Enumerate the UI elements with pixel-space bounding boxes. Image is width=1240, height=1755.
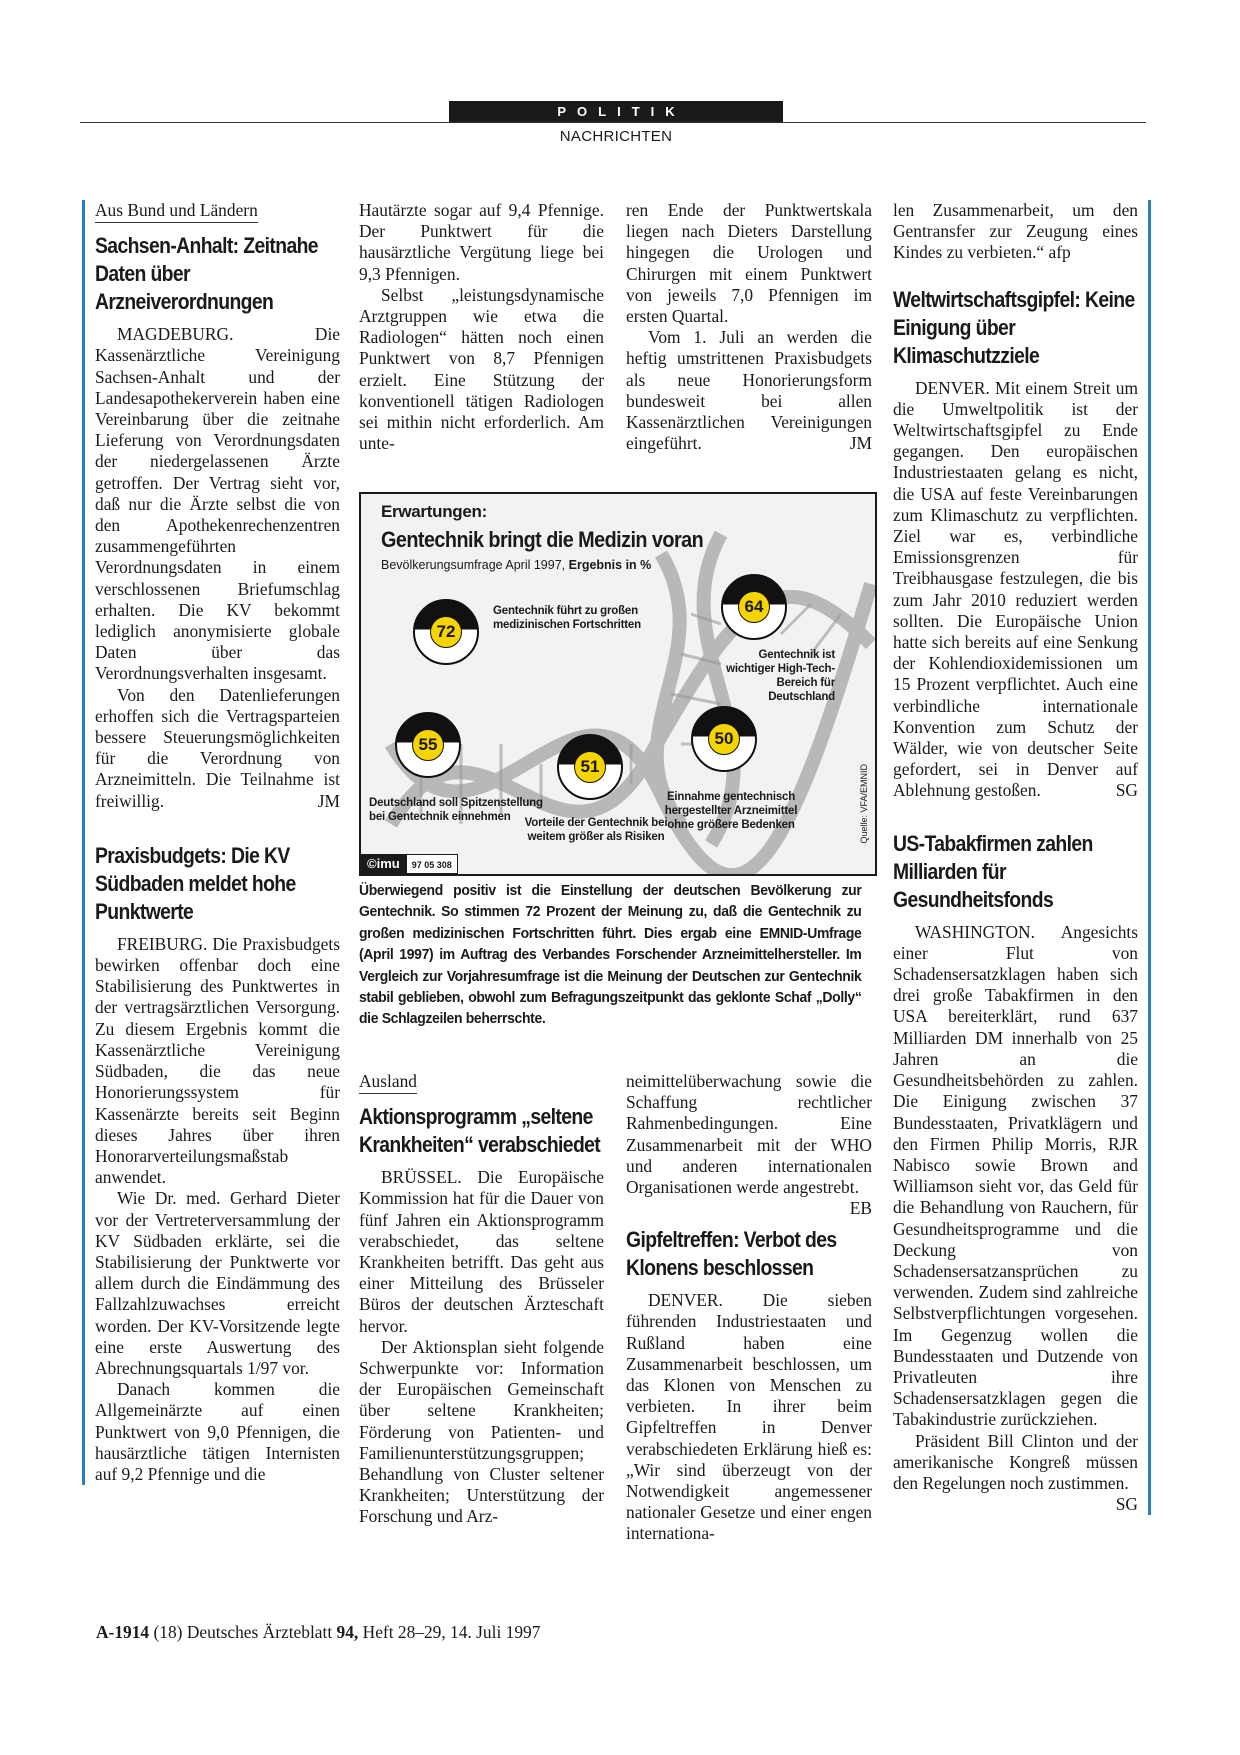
rubric-ausland: Ausland xyxy=(359,1071,417,1094)
article-paragraph: neimittelüberwachung sowie die Schaffung rechtlicher Rahmenbedingungen. Eine Zusammenarbeit mit der WHO und anderen internationalen Organisationen werde angestrebt. EB xyxy=(626,1071,872,1219)
journal-volume: 94, xyxy=(336,1622,359,1642)
graphic-code: 97 05 308 xyxy=(406,854,458,874)
page-footer xyxy=(96,1622,540,1643)
article-paragraph: Der Aktionsplan sieht folgende Schwerpunkte vor: Information der Europäischen Gemeinschaft über seltene Krankheiten; Förderung von Patienten- und Familienunterstützungsgruppen; Behandlung von Cluster seltener Krankheiten; Unterstützung der Forschung und Arz- xyxy=(359,1336,604,1527)
article-paragraph: DENVER. Die sieben führenden Industriestaaten und Rußland haben eine Zusammenarbeit beschlossen, um das Klonen von Menschen zu verbieten. In ihrer beim Gipfeltreffen in Denver verabschiedeten Erklärung hieß es: „Wir sind überzeugt von der Notwendigkeit angemessener nationaler Gesetze und einer engen internationa- xyxy=(626,1290,872,1544)
article-paragraph: MAGDEBURG. Die Kassenärztliche Vereinigung Sachsen-Anhalt und der Landesapothekerverein haben eine Vereinbarung über die zeitnahe Lieferung von Verordnungsdaten der niedergelassenen Ärzte getroffen. Der Vertrag sieht vor, daß nur die Ärzte selbst die von den Apothekenrechenzentren zusammengeführten Verordnungsdaten in einem verschlossenen Briefumschlag erhalten. Die KV bekommt lediglich anonymisierte globale Daten über das Verordnungsverhalten insgesamt. xyxy=(95,324,340,684)
author-signature: SG xyxy=(1115,1494,1138,1515)
column-2-bottom xyxy=(359,1071,604,1528)
result-value: 55 xyxy=(412,729,444,761)
author-signature: EB xyxy=(849,1198,872,1219)
result-value: 64 xyxy=(738,591,770,623)
column-3-bottom xyxy=(626,1071,872,1545)
headline-gipfeltreffen: Gipfeltreffen: Verbot des Klonens beschlossen xyxy=(626,1227,837,1281)
article-paragraph: WASHINGTON. Angesichts einer Flut von Schadensersatzklagen haben sich drei große Tabakfirmen in den USA bereiterklärt, rund 637 Milliarden DM innerhalb von 25 Jahren an die Gesundheitsbehörden zu zahlen. Die Einigung zwischen 37 Bundesstaaten, Privatklägern und den Firmen Philip Morris, RJR Nabisco sowie Brown and Williamson sieht vor, das Geld für die Behandlung von Rauchern, für Gesundheitsprogramme und die Deckung von Schadensersatzansprüchen zu verwenden. Zudem sind zahlreiche Selbstverpflichtungen vorgesehen. Im Gegenzug wollen die Bundesstaaten und Dutzende von Privatleuten ihre Schadensersatzklagen gegen die Tabakindustrie zurückziehen. xyxy=(893,921,1138,1430)
result-label: Einnahme gentechnisch hergestellter Arzneimittel ohne größere Bedenken xyxy=(664,791,798,831)
subsection-title: NACHRICHTEN xyxy=(559,128,673,145)
column-3-top xyxy=(626,200,872,454)
graphic-copyright xyxy=(361,854,458,874)
article-paragraph: Hautärzte sogar auf 9,4 Pfennige. Der Punktwert für die hausärztliche Vergütung liege bei 9,3 Pfennigen. xyxy=(359,200,604,284)
column-4 xyxy=(893,200,1151,1515)
article-paragraph: DENVER. Mit einem Streit um die Umweltpolitik ist der Weltwirtschaftsgipfel zu Ende gegangen. Den europäischen Industriestaaten gelang es nicht, die USA auf feste Vereinbarungen zum Klimaschutz zu verpflichten. Ziel war es, verbindliche Emissionsgrenzen für Treibhausgase festzulegen, die bis zum Jahr 2010 reduziert werden sollten. Die Europäische Union hatte sich bereits auf eine Senkung der Kohlendioxidemissionen um 15 Prozent verpflichtet. Auch eine verbindliche internationale Konvention zum Schutz der Wälder, wie von deutscher Seite gefordert, sei in Denver auf Ablehnung gestoßen. SG xyxy=(893,377,1138,801)
infographic-gentechnik xyxy=(359,492,877,876)
result-value: 50 xyxy=(708,723,740,755)
column-1 xyxy=(82,200,340,1485)
result-circle-51 xyxy=(557,734,623,800)
result-circle-72 xyxy=(413,599,479,665)
result-circle-64 xyxy=(721,574,787,640)
header-rule xyxy=(80,122,1146,123)
journal-name: (18) Deutsches Ärzteblatt xyxy=(153,1622,333,1642)
issue-date: Heft 28–29, 14. Juli 1997 xyxy=(362,1622,541,1642)
result-label: Gentechnik ist wichtiger High-Tech-Bereich für Deutschland xyxy=(726,649,835,703)
article-paragraph: Von den Datenlieferungen erhoffen sich die Vertragsparteien bessere Steuerungsmöglichkeiten für die Verordnung von Arzneimitteln. Die Teilnahme ist freiwillig. JM xyxy=(95,684,340,811)
result-label: Vorteile der Gentechnik bei weitem größer als Risiken xyxy=(524,817,668,843)
author-signature: SG xyxy=(1115,780,1138,801)
result-label: Gentechnik führt zu großen medizinischen Fortschritten xyxy=(493,605,641,631)
section-title: POLITIK xyxy=(449,101,783,123)
headline-weltwirtschaftsgipfel: Weltwirtschaftsgipfel: Keine Einigung über Klimaschutzziele xyxy=(893,286,1135,368)
result-label: Deutschland soll Spitzenstellung bei Gentechnik einnehmen xyxy=(369,797,543,823)
author-signature: JM xyxy=(317,790,340,811)
headline-sachsen-anhalt: Sachsen-Anhalt: Zeitnahe Daten über Arzneiverordnungen xyxy=(95,233,318,315)
article-paragraph: FREIBURG. Die Praxisbudgets bewirken offenbar doch eine Stabilisierung des Punktwertes in der vertragsärztlichen Versorgung. Zu diesem Ergebnis kommt die Kassenärztliche Vereinigung Südbaden, die das neue Honorierungssystem für Kassenärzte bereits seit Beginn dieses Jahres über ihren Honorarverteilungsmaßstab anwendet. xyxy=(95,933,340,1188)
graphic-caption: Überwiegend positiv ist die Einstellung der deutschen Bevölkerung zur Gentechnik. So stimmen 72 Prozent der Meinung zu, daß die Gentechnik zu großen medizinischen Fortschritten führt. Dies ergab eine EMNID-Umfrage (April 1997) im Auftrag des Verbandes Forschender Arzneimittelhersteller. Im Vergleich zur Vorjahresumfrage ist die Meinung der Deutschen zur Gentechnik stabil geblieben, obwohl zum Befragungszeitpunkt das geklonte Schaf „Dolly“ die Schlagzeilen beherrschte. xyxy=(359,883,862,1028)
graphic-subtitle: Bevölkerungsumfrage April 1997, Ergebnis in % xyxy=(381,558,652,572)
article-paragraph: ren Ende der Punktwertskala liegen nach Dieters Darstellung hingegen die Urologen und Chirurgen mit einem Punktwert von jeweils 7,0 Pfennigen im ersten Quartal. xyxy=(626,200,872,327)
rubric-bund-laender: Aus Bund und Ländern xyxy=(95,200,258,223)
headline-tabakfirmen: US-Tabakfirmen zahlen Milliarden für Gesundheitsfonds xyxy=(893,830,1093,912)
article-paragraph: Vom 1. Juli an werden die heftig umstrittenen Praxisbudgets als neue Honorierungsform bundesweit bei allen Kassenärztlichen Vereinigungen eingeführt. JM xyxy=(626,327,872,454)
copyright-label: ©imu xyxy=(361,854,406,874)
headline-aktionsprogramm: Aktionsprogramm „seltene Krankheiten“ verabschiedet xyxy=(359,1104,601,1158)
graphic-title-line-1: Erwartungen: xyxy=(381,502,487,521)
article-paragraph: BRÜSSEL. Die Europäische Kommission hat für die Dauer von fünf Jahren ein Aktionsprogramm verabschiedet, das seltene Krankheiten betrifft. Das geht aus einer Mitteilung des Brüsseler Büros der deutschen Ärzteschaft hervor. xyxy=(359,1167,604,1336)
article-paragraph: Danach kommen die Allgemeinärzte auf einen Punktwert von 9,0 Pfennigen, die hausärztliche tätigen Internisten auf 9,2 Pfennige und die xyxy=(95,1379,340,1484)
graphic-source: Quelle: VFA/EMNID xyxy=(859,764,869,844)
column-2-top xyxy=(359,200,604,454)
result-circle-50 xyxy=(691,706,757,772)
article-paragraph: Wie Dr. med. Gerhard Dieter vor der Vertreterversammlung der KV Südbaden erklärte, sei die Stabilisierung der Punktwerte vor allem durch die Eindämmung des Fallzahlzuwachses erreicht worden. Der KV-Vorsitzende legte eine erste Auswertung des Abrechnungsquartals 1/97 vor. xyxy=(95,1188,340,1378)
article-paragraph: len Zusammenarbeit, um den Gentransfer zur Zeugung eines Kindes zu verbieten.“ afp xyxy=(893,200,1138,263)
author-signature: JM xyxy=(849,433,872,454)
result-value: 51 xyxy=(574,751,606,783)
page-number: A-1914 xyxy=(96,1622,150,1642)
headline-praxisbudgets: Praxisbudgets: Die KV Südbaden meldet hohe Punktwerte xyxy=(95,842,296,924)
result-circle-55 xyxy=(395,712,461,778)
graphic-title-line-2: Gentechnik bringt die Medizin voran xyxy=(381,527,704,552)
result-value: 72 xyxy=(430,616,462,648)
article-paragraph: Präsident Bill Clinton und der amerikanische Kongreß müssen den Regelungen noch zustimmen. SG xyxy=(893,1430,1138,1515)
article-paragraph: Selbst „leistungsdynamische Arztgruppen wie etwa die Radiologen“ hätten noch einen Punktwert von 8,7 Pfennigen erzielt. Eine Stützung der konventionell tätigen Radiologen sei mithin nicht erforderlich. Am unte- xyxy=(359,284,604,454)
